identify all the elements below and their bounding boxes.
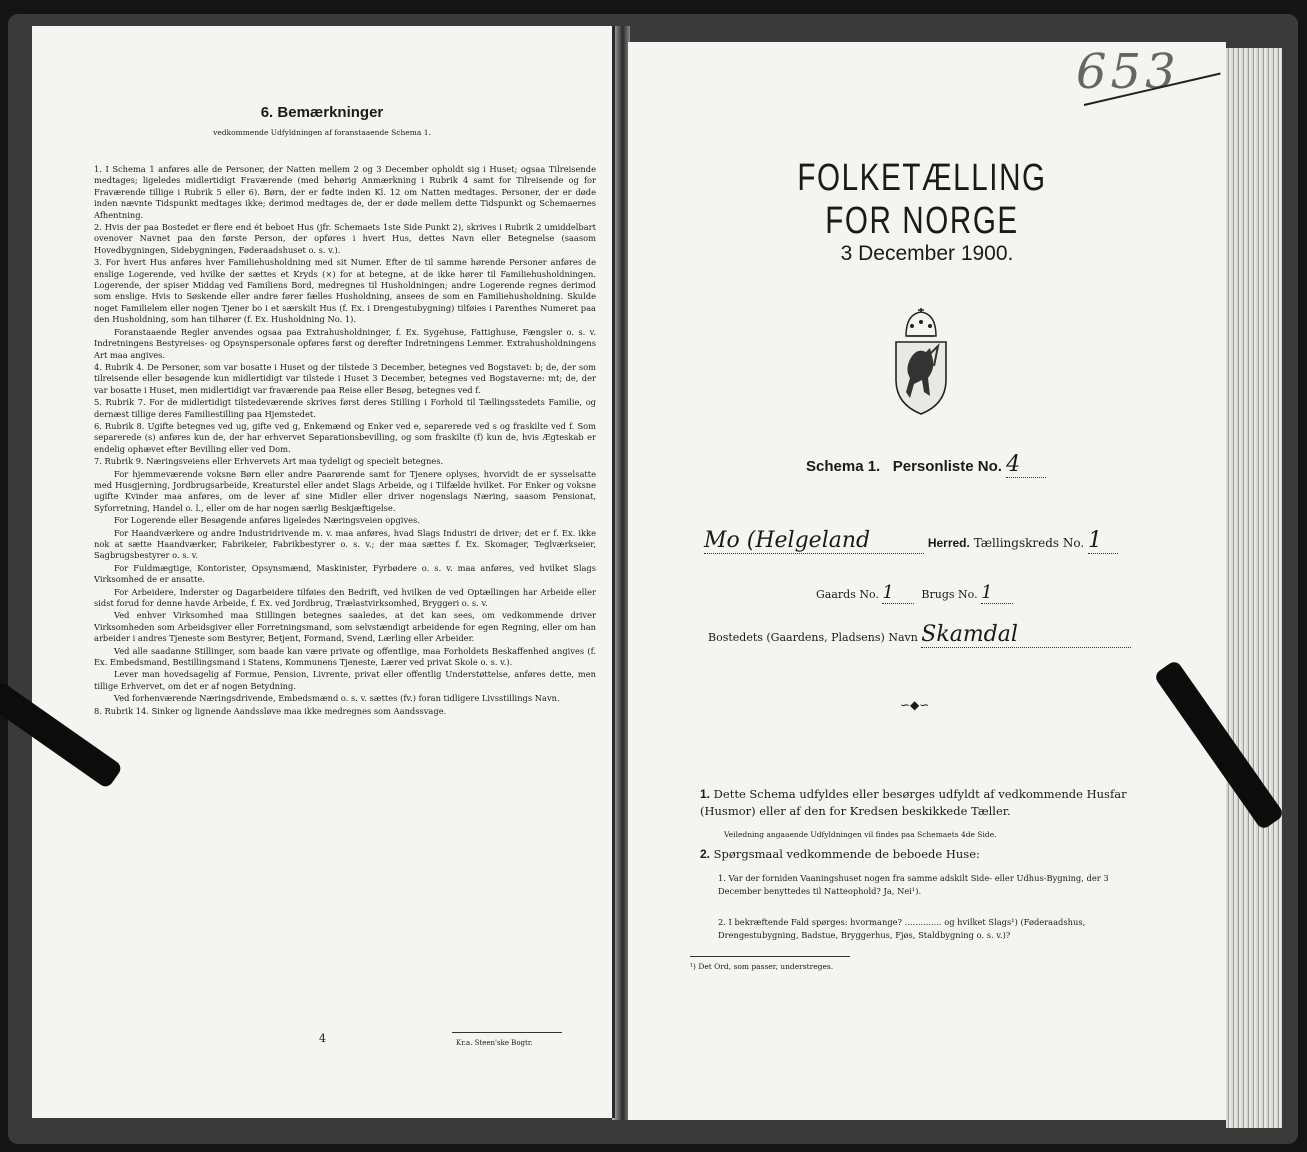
page-number: 4 bbox=[319, 1032, 326, 1045]
rule-item: 1. I Schema 1 anføres alle de Personer, der Natten mellem 2 og 3 December opholdt sig i Huset; ogsaa Tilreisende medtages; ligeledes midlertidigt Fraværende (med behørig Anmærkning i Rubrik 4 samt for Tilreisende og for Fraværende tillige i Rubrik 5 eller 6). Børn, der er fødte inden Kl. 12 om Natten medtages. Personer, der er døde inden nævnte Tidspunkt medtages ikke; derimod medtages de, der er døde mellem dette Tidspunkt og Schemaernes Afhentning. bbox=[94, 164, 596, 220]
census-date: 3 December 1900. bbox=[840, 242, 1014, 265]
rule-item: For Haandværkere og andre Industridrivende m. v. maa anføres, hvad Slags Industri de driver; det er f. Ex. ikke nok at sætte Haandværker, Fabrikeier, Fabrikbestyrer o. s. v.; der maa sættes f. Ex. Skomager, Teglværkseier, Sagbrugsbestyrer o. s. v. bbox=[94, 527, 596, 561]
instruction-1-text: Dette Schema udfyldes eller besørges udfyldt af vedkommende Husfar (Husmor) eller af den for Kredsen beskikkede Tæller. bbox=[700, 787, 1127, 818]
gaards-label: Gaards No. bbox=[816, 588, 879, 601]
rule-item: Lever man hovedsagelig af Formue, Pension, Livrente, privat eller offentlig Understøttelse, anføres dette, men tillige Erhvervet, om det er af nogen Betydning. bbox=[94, 669, 596, 691]
herred-value: Mo (Helgeland bbox=[704, 528, 924, 554]
rule-item: For Logerende eller Besøgende anføres ligeledes Næringsveien opgives. bbox=[114, 515, 420, 526]
instruction-2 bbox=[700, 846, 980, 863]
left-page-title: 6. Bemærkninger bbox=[260, 104, 384, 121]
census-title: FOLKETÆLLING FOR NORGE bbox=[797, 157, 1047, 242]
instruction-1 bbox=[700, 786, 1140, 820]
printer-imprint: Kr.a. Steen'ske Bogtr. bbox=[456, 1039, 533, 1047]
question-1: 1. Var der forniden Vaaningshuset nogen fra samme adskilt Side- eller Udhus-Bygning, der 3 December benyttedes til Natteophold? Ja, Nei¹). bbox=[718, 873, 1109, 896]
schema-label: Schema 1. bbox=[806, 458, 881, 475]
rule-item: 6. Rubrik 8. Ugifte betegnes ved ug, gifte ved g, Enkemænd og Enker ved e, separerede ved s og fraskilte ved f. Som separerede (s) anføres kun de, der har erhvervet Separationsbevilling, og som fraskilte (f) kun de, hvis Ægteskab er endelig ophævet efter Bevilling eller ved Dom. bbox=[94, 420, 596, 454]
footnote: ¹) Det Ord, som passer, understreges. bbox=[690, 962, 834, 971]
rule-item: Foranstaaende Regler anvendes ogsaa paa Extrahusholdninger, f. Ex. Sygehuse, Fattighuse, Fængsler o. s. v. Indretningens Bestyreises- og Opsynspersonale opføres først og derefter Indretningens Lemmer. Extrahusholdningens Art maa angives. bbox=[94, 326, 596, 360]
handwritten-page-number: 653 bbox=[1076, 44, 1180, 100]
rule-item: For hjemmeværende voksne Børn eller andre Paarørende samt for Tjenere oplyses, hvorvidt de er sysselsatte med Husgjerning, Jordbrugsarbeide, Kreaturstel eller andet Slags Arbeide, og i Tilfælde hvilket. For Enker og voksne ugifte Kvinder maa anføres, om de lever af sine Midler eller driver nogenslags Næring, saasom Pensionat, Syforretning, Handel o. l., eller om de har nogen særlig Beskjæftigelse. bbox=[94, 468, 596, 513]
instruction-1-note: Veiledning angaaende Udfyldningen vil findes paa Schemaets 4de Side. bbox=[724, 830, 997, 839]
rule-item: 8. Rubrik 14. Sinker og lignende Aandssløve maa ikke medregnes som Aandssvage. bbox=[94, 705, 447, 716]
rule-item: For Arbeidere, Inderster og Dagarbeidere tilføies den Bedrift, ved hvilken de ved Optællingen har Arbeide eller sidst forud for denne havde Arbeide, f. Ex. ved Jordbrug, Trælastvirksomhed, Bryggeri o. s. v. bbox=[94, 586, 596, 609]
rule-item: 5. Rubrik 7. For de midlertidigt tilstedeværende skrives først deres Stilling i Forhold til Tællingsstedets Familie, og dernæst tillige deres Familiestilling paa Hjemstedet. bbox=[94, 397, 596, 419]
rule-item: 7. Rubrik 9. Næringsveiens eller Erhvervets Art maa tydeligt og specielt betegnes. bbox=[94, 456, 444, 467]
gaards-row bbox=[816, 582, 1013, 604]
brugs-label: Brugs No. bbox=[921, 588, 978, 601]
footnote-rule bbox=[690, 956, 850, 957]
kreds-label: Tællingskreds No. bbox=[973, 536, 1085, 550]
rule-item: 2. Hvis der paa Bostedet er flere end ét beboet Hus (jfr. Schemaets 1ste Side Punkt 2), skrives i Rubrik 2 umiddelbart ovenover Navnet paa den første Person, der opføres i hvert Hus, dettes Navn eller Betegnelse (saasom Hovedbygningen, Sidebygningen, Føderaadshuset o. s. v.). bbox=[94, 222, 596, 255]
right-page bbox=[628, 42, 1226, 1120]
left-page-subtitle: vedkommende Udfyldningen af foranstaaende Schema 1. bbox=[213, 128, 431, 137]
bosted-label: Bostedets (Gaardens, Pladsens) Navn bbox=[708, 631, 918, 644]
rule-item: 4. Rubrik 4. De Personer, som var bosatte i Huset og der tilstede 3 December, betegnes ved Bogstavet: b; de, der som tilreisende eller besøgende kun midlertidigt var tilstede i Huset 3 December, betegnes ved Bogstaverne: mt; de, der var bosatte i Huset, men midlertidigt var fraværende paa Reise eller Besøg, betegnes ved f. bbox=[94, 361, 596, 395]
ornament-divider: ∽◆∽ bbox=[900, 698, 930, 712]
rule-item: Ved enhver Virksomhed maa Stillingen betegnes saaledes, at det kan sees, om vedkommende driver Virksomheden som Arbeidsgiver eller Forretningsmand, som selvstændigt arbeidende for egen Regning, eller om han arbeider i andres Tjeneste som Bestyrer, Betjent, Formand, Svend, Lærling eller Arbeider. bbox=[94, 610, 596, 644]
instruction-2-number: 2. bbox=[700, 847, 711, 861]
personliste-label: Personliste No. bbox=[892, 458, 1002, 475]
herred-label: Herred. bbox=[927, 536, 970, 550]
bosted-row bbox=[708, 622, 1131, 648]
norway-coat-of-arms-icon bbox=[890, 306, 952, 416]
page-edges bbox=[1226, 48, 1282, 1128]
herred-row bbox=[704, 528, 1118, 554]
rule-item: Ved forhenværende Næringsdrivende, Embedsmænd o. s. v. sættes (fv.) foran tidligere Livsstillings Navn. bbox=[114, 693, 560, 704]
printer-rule bbox=[452, 1032, 562, 1033]
rule-item: Ved alle saadanne Stillinger, som baade kan være private og offentlige, maa Forholdets Beskaffenhed angives (f. Ex. Embedsmand, Bestillingsmand i Statens, Kommunens Tjeneste, Lærer ved privat Skole o. s. v.). bbox=[94, 645, 596, 668]
personliste-value: 4 bbox=[1006, 452, 1046, 478]
left-page bbox=[32, 26, 615, 1118]
rules-list bbox=[94, 164, 596, 718]
rule-item: For Fuldmægtige, Kontorister, Opsynsmænd, Maskinister, Fyrbødere o. s. v. maa anføres, ved hvilket Slags Virksomhed de er ansatte. bbox=[94, 562, 596, 585]
rule-item: 3. For hvert Hus anføres hver Familiehusholdning med sit Numer. Efter de til samme hørende Personer anføres de enslige Logerende, ved hvilke der sættes et Kryds (×) for at betegne, at de ikke hører til Familiehusholdningen. Logerende, der spiser Middag ved Familiens Bord, medregnes til Husholdningen; andre Logerende regnes derimod som enslige. Hvis to Søskende eller andre fører fælles Husholdning, ansees de som en Familiehusholdning. Skulde noget Familielem eller nogen Tjener bo i et særskilt Hus (f. Ex. i Drengestubygning) tilføies i Parenthes Numeret paa den Husholdning, som han tilhører (f. Ex. Husholdning No. 1). bbox=[94, 257, 596, 325]
bosted-value: Skamdal bbox=[921, 622, 1131, 648]
instruction-2-text: Spørgsmaal vedkommende de beboede Huse: bbox=[713, 847, 980, 861]
instruction-1-number: 1. bbox=[700, 787, 711, 801]
gaards-value: 1 bbox=[882, 582, 914, 604]
kreds-value: 1 bbox=[1088, 528, 1118, 554]
schema-line bbox=[806, 452, 1046, 478]
question-2: 2. I bekræftende Fald spørges: hvormange? .............. og hvilket Slags¹) (Føderaadshus, Drengestubygning, Badstue, Bryggerhus, Fjøs, Staldbygning o. s. v.)? bbox=[718, 917, 1086, 940]
brugs-value: 1 bbox=[981, 582, 1013, 604]
